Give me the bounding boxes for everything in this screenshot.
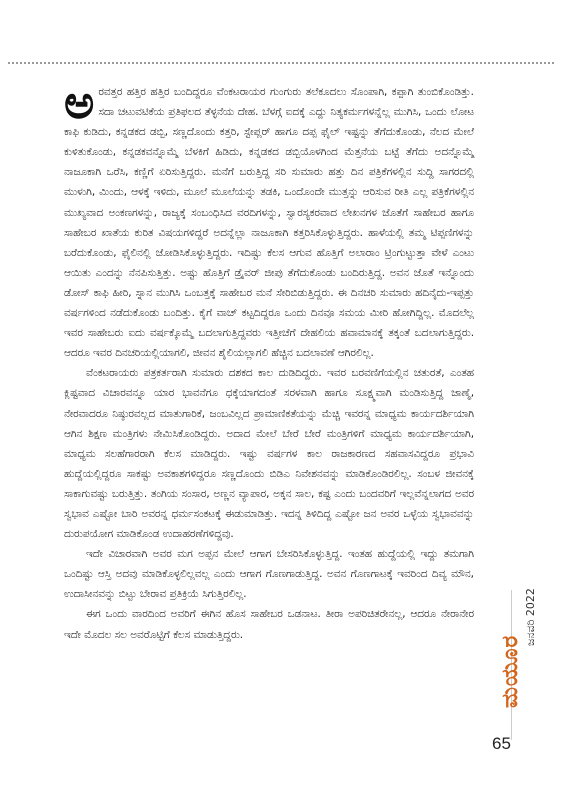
article-paragraph-3: ಇದೇ ವಿಚಾರವಾಗಿ ಅವರ ಮಗ ಅಪ್ಪನ ಮೇಲೆ ಆಗಾಗ ಬೇಸರಿಸಿಕೊಳ್ಳುತ್ತಿದ್ದ. ಇಂತಹ ಹುದ್ದೆಯಲ್ಲಿ ಇದ್ದು ತಮಗಾಗಿ ಒಂದಿಷ್ಟು ಆಸ್ತಿ ಅದವು ಮಾಡಿಕೊಳ್ಳಲಿಲ್ಲವಲ್ಲ ಎಂದು ಆಗಾಗ ಗೊಣಗಾಡುತ್ತಿದ್ದ. ಅವನ ಗೊಣಗಾಟಕ್ಕೆ ಇವರಿಂದ ದಿವ್ಯ ಮೌನ, ಉದಾಸೀನವನ್ನು ಬಿಟ್ಟು ಬೇರಾವ ಪ್ರತಿಕ್ರಿಯೆ ಸಿಗುತ್ತಿರಲಿಲ್ಲ. [64, 548, 474, 601]
paragraph-text: ರವತ್ತರ ಹತ್ತಿರ ಹತ್ತಿರ ಬಂದಿದ್ದರೂ ವೆಂಕಟರಾಯರ ಗುಂಗುರು ತಲೆಕೂದಲು ಸೊಂಪಾಗಿ, ಕಪ್ಪಾಗಿ ತುಂಬಿಕೊಂಡಿತ್ತು. ಸದಾ ಚಟುವಟಿಕೆಯ ಪ್ರತಿಫಲದ ತೆಳ್ಳನೆಯ ದೇಹ. ಬೆಳಗ್ಗೆ ಐದಕ್ಕೆ ಎದ್ದು ನಿತ್ಯಕರ್ಮಗಳನ್ನೆಲ್ಲ ಮುಗಿಸಿ, ಒಂದು ಲೋಟ ಕಾಫಿ ಕುಡಿದು, ಕನ್ನಡಕದ ಡಬ್ಬಿ, ಸಣ್ಣದೊಂದು ಕತ್ತರಿ, ಸ್ಟೇಪ್ಲರ್ ಹಾಗೂ ದಪ್ಪ ಫೈಲ್ ಇಷ್ಟನ್ನು ತೆಗೆದುಕೊಂಡು, ನೆಲದ ಮೇಲೆ ಕುಳಿತುಕೊಂಡು, ಕನ್ನಡಕವನ್ನೊಮ್ಮೆ ಬೆಳಕಿಗೆ ಹಿಡಿದು, ಕನ್ನಡಕದ ಡಬ್ಬಿಯೊಳಗಿಂದ ಮೆತ್ತನೆಯ ಬಟ್ಟೆ ತೆಗೆದು ಅದನ್ನೊಮ್ಮೆ ನಾಜೂಕಾಗಿ ಒರೆಸಿ, ಕಣ್ಣಿಗೆ ಏರಿಸುತ್ತಿದ್ದರು. ಮನೆಗೆ ಬರುತ್ತಿದ್ದ ಸರಿ ಸುಮಾರು ಹತ್ತು ದಿನ ಪತ್ರಿಕೆಗಳಲ್ಲಿನ ಸುದ್ದಿ ಸಾಗರದಲ್ಲಿ ಮುಳುಗಿ, ಮಿಂದು, ಆಳಕ್ಕೆ ಇಳಿದು, ಮೂಲೆ ಮೂಲೆಯನ್ನು ತಡಕಿ, ಒಂದೊಂದೇ ಮುತ್ತನ್ನು ಆರಿಸುವ ರೀತಿ ಎಲ್ಲ ಪತ್ರಿಕೆಗಳಲ್ಲಿನ ಮುಖ್ಯವಾದ ಅಂಕಣಗಳನ್ನು, ರಾಜ್ಯಕ್ಕೆ ಸಂಬಂಧಿಸಿದ ವರದಿಗಳನ್ನು, ಸ್ವಾರಸ್ಯಕರವಾದ ಲೇಖನಗಳ ಜೊತೆಗೆ ಸಾಹೇಬರ ಹಾಗೂ ಸಾಹೇಬರ ಖಾತೆಯ ಕುರಿತ ವಿಷಯಗಳಿದ್ದರೆ ಅದನ್ನೆಲ್ಲಾ ನಾಜೂಕಾಗಿ ಕತ್ತರಿಸಿಕೊಳ್ಳುತ್ತಿದ್ದರು. ಹಾಳೆಯಲ್ಲಿ ತಮ್ಮ ಟಿಪ್ಪಣಿಗಳನ್ನು ಬರೆದುಕೊಂಡು, ಫೈಲಿನಲ್ಲಿ ಜೋಡಿಸಿಕೊಳ್ಳುತ್ತಿದ್ದರು. ಇದಿಷ್ಟು ಕೆಲಸ ಆಗುವ ಹೊತ್ತಿಗೆ ಅಲಾರಾಂ ಟ್ರಿಂಗುಟ್ಟುತ್ತಾ ವೇಳೆ ಎಂಟು ಆಯಿತು ಎಂದನ್ನು ನೆನಪಿಸುತ್ತಿತ್ತು. ಅಷ್ಟು ಹೊತ್ತಿಗೆ ಡ್ರೈವರ್ ಜೀಪು ತೆಗೆದುಕೊಂಡು ಬಂದಿರುತ್ತಿದ್ದ. ಅವನ ಜೊತೆ ಇನ್ನೊಂದು ಡೋಸ್ ಕಾಫಿ ಹೀರಿ, ಸ್ನಾನ ಮುಗಿಸಿ ಒಂಬತ್ತಕ್ಕೆ ಸಾಹೇಬರ ಮನೆ ಸೇರಿಬಿಡುತ್ತಿದ್ದರು. ಈ ದಿನಚರಿ ಸುಮಾರು ಹದಿನೈದು-ಇಪ್ಪತ್ತು ವರ್ಷಗಳಿಂದ ನಡೆದುಕೊಂಡು ಬಂದಿತ್ತು. ಕೈಗೆ ವಾಚ್ ಕಟ್ಟದಿದ್ದರೂ ಒಂದು ದಿನವೂ ಸಮಯ ಮೀರಿ ಹೋಗಿದ್ದಿಲ್ಲ. ಮೊದಲೆಲ್ಲ ಇವರ ಸಾಹೇಬರು ಐದು ವರ್ಷಕ್ಕೊಮ್ಮೆ ಬದಲಾಗುತ್ತಿದ್ದವರು ಇತ್ತೀಚೆಗೆ ದೇಹಲಿಯ ಹವಾಮಾನಕ್ಕೆ ತಕ್ಕಂತೆ ಬದಲಾಗುತ್ತಿದ್ದರು. ಆದರೂ ಇವರ ದಿನಚರಿಯಲ್ಲಿಯಾಗಲಿ, ಜೀವನ ಶೈಲಿಯಲ್ಲಾಗಲಿ ಹೆಚ್ಚಿನ ಬದಲಾವಣೆ ಆಗಿರಲಿಲ್ಲ. [64, 86, 474, 360]
article-body [64, 75, 474, 645]
issue-date: ಜನವರಿ 2022 [524, 588, 537, 646]
dotted-divider [8, 62, 554, 64]
article-paragraph-2: ವೆಂಕಟರಾಯರು ಪತ್ರಕರ್ತರಾಗಿ ಸುಮಾರು ದಶಕದ ಕಾಲ ದುಡಿದಿದ್ದರು. ಇವರ ಬರವಣಿಗೆಯಲ್ಲಿನ ಚತುರತೆ, ಎಂತಹ ಕ್ಲಿಷ್ಟವಾದ ವಿಚಾರವನ್ನೂ ಯಾರ ಭಾವನೆಗೂ ಧಕ್ಕೆಯಾಗದಂತೆ ಸರಳವಾಗಿ ಹಾಗೂ ಸೂಕ್ಷ್ಮವಾಗಿ ಮಂಡಿಸುತ್ತಿದ್ದ ಜಾಣ್ಮೆ, ನೇರವಾದರೂ ನಿಷ್ಠುರವಲ್ಲದ ಮಾತುಗಾರಿಕೆ, ಜಂಬವಿಲ್ಲದ ಪ್ರಾಮಾಣಿಕತೆಯನ್ನು ಮೆಚ್ಚಿ ಇವರನ್ನ ಮಾಧ್ಯಮ ಕಾರ್ಯದರ್ಶಿಯಾಗಿ ಆಗಿನ ಶಿಕ್ಷಣ ಮಂತ್ರಿಗಳು ನೇಮಿಸಿಕೊಂಡಿದ್ದರು. ಅದಾದ ಮೇಲೆ ಬೇರೆ ಬೇರೆ ಮಂತ್ರಿಗಳಿಗೆ ಮಾಧ್ಯಮ ಕಾರ್ಯದರ್ಶಿಯಾಗಿ, ಮಾಧ್ಯಮ ಸಲಹೆಗಾರರಾಗಿ ಕೆಲಸ ಮಾಡಿದ್ದರು. ಇಷ್ಟು ವರ್ಷಗಳ ಕಾಲ ರಾಜಕಾರಣದ ಸಹವಾಸವಿದ್ದರೂ ಪ್ರಭಾವಿ ಹುದ್ದೆಯಲ್ಲಿದ್ದರೂ ಸಾಕಷ್ಟು ಅವಕಾಶಗಳಿದ್ದರೂ ಸಣ್ಣದೊಂದು ಬಿಡಿಎ ನಿವೇಶನವನ್ನು ಮಾಡಿಕೊಂಡಿರಲಿಲ್ಲ. ಸಂಬಳ ಜೀವನಕ್ಕೆ ಸಾಕಾಗುವಷ್ಟು ಬರುತ್ತಿತ್ತು. ತಂಗಿಯ ಸಂಸಾರ, ಅಣ್ಣನ ವ್ಯಾಪಾರ, ಅಕ್ಕನ ಸಾಲ, ಕಷ್ಟ ಎಂದು ಬಂದವರಿಗೆ ಇಲ್ಲವೆನ್ನಲಾಗದ ಅವರ ಸ್ವಭಾವ ಎಷ್ಟೋ ಬಾರಿ ಅವರನ್ನ ಧರ್ಮಸಂಕಟಕ್ಕೆ ಈಡುಮಾಡಿತ್ತು. ಇದನ್ನ ತಿಳಿದಿದ್ದ ಎಷ್ಟೋ ಜನ ಅವರ ಒಳ್ಳೆಯ ಸ್ವಭಾವವನ್ನು ದುರುಪಯೋಗ ಮಾಡಿಕೊಂಡ ಉದಾಹರಣೆಗಳಿದ್ದವು. [64, 367, 474, 541]
article-paragraph-4: ಈಗ ಒಂದು ವಾರದಿಂದ ಅವರಿಗೆ ಈಗಿನ ಹೊಸ ಸಾಹೇಬರ ಒಡನಾಟ. ತೀರಾ ಅಪರಿಚಿತರೇನಲ್ಲ, ಆದರೂ ನೇರಾನೇರ ಇದೇ ಮೊದಲ ಸಲ ಅವರೊಟ್ಟಿಗೆ ಕೆಲಸ ಮಾಡುತ್ತಿದ್ದರು. [64, 608, 474, 641]
drop-cap: ಅ [64, 75, 95, 129]
magazine-logo: ಮಯೂರ [498, 634, 523, 708]
magazine-sidebar [498, 590, 538, 710]
page-number: 65 [492, 734, 511, 753]
article-paragraph-1 [64, 75, 474, 363]
